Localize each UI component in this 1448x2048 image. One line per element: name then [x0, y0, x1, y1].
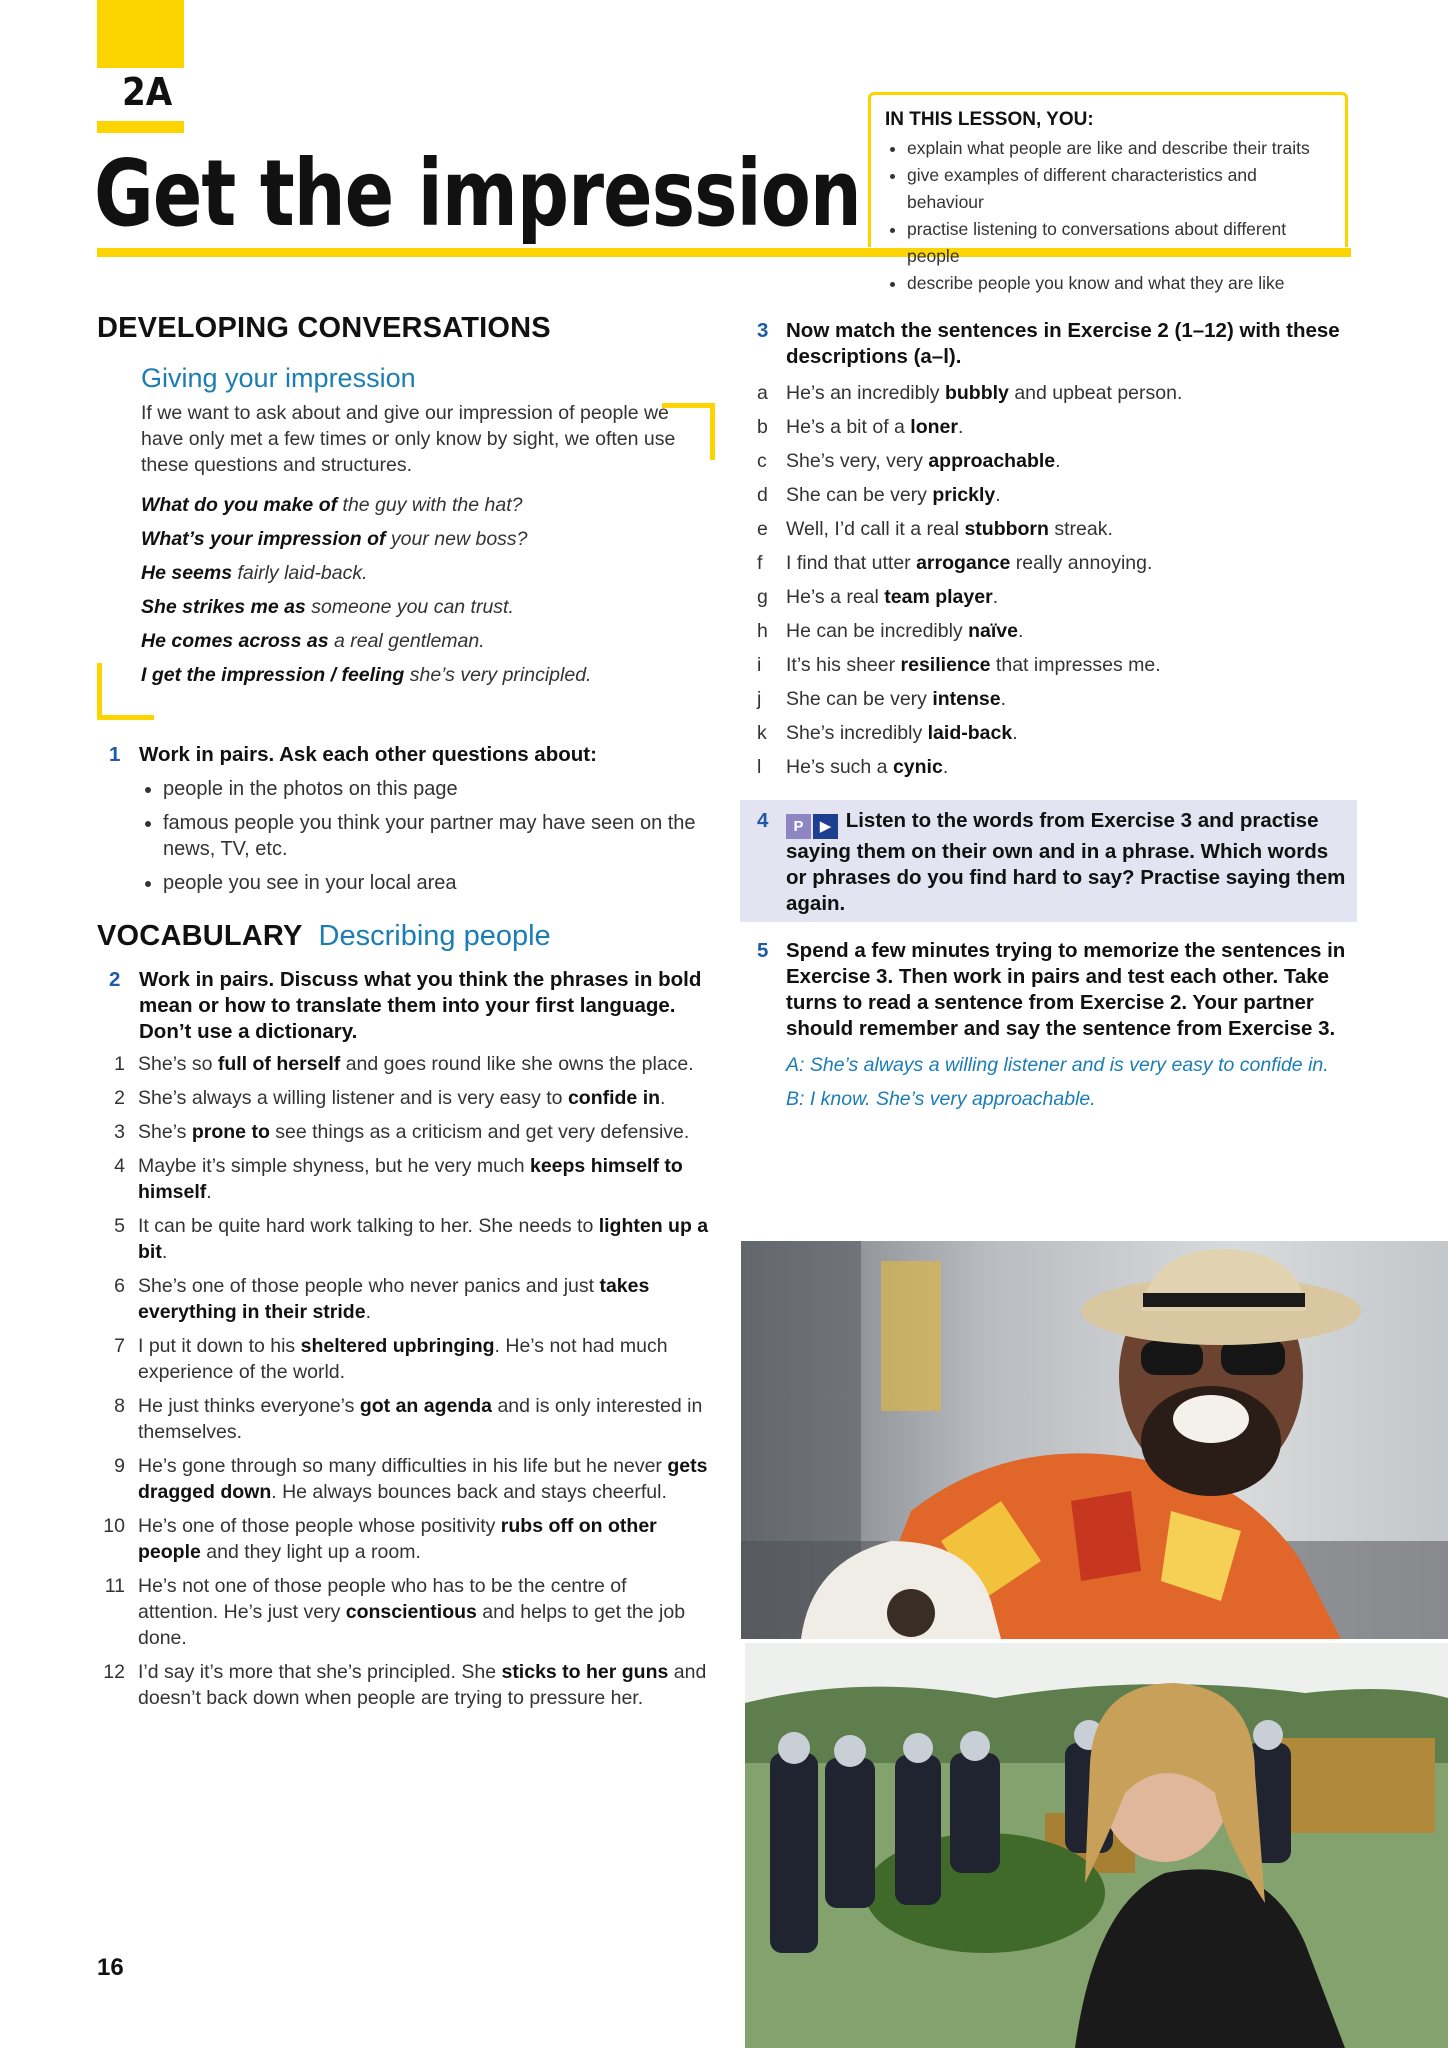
phrase-example: She strikes me as someone you can trust.	[141, 596, 514, 618]
list-item: b He’s a bit of a loner.	[757, 416, 964, 438]
lesson-objective: • practise listening to conversations about different people	[907, 216, 1329, 270]
giving-impression-intro: If we want to ask about and give our impression of people we have only met a few times or only know by sight, we often use these questions and structures.	[141, 402, 676, 476]
exercise-instruction: Work in pairs. Discuss what you think the phrases in bold mean or how to translate them into your first language. Don’t use a dictionary.	[139, 968, 702, 1043]
list-item: d She can be very prickly.	[757, 484, 1001, 506]
bullet-item: • people in the photos on this page	[163, 776, 709, 802]
photo-smiling-man-with-guitar	[741, 1241, 1448, 1639]
page-number: 16	[97, 1954, 124, 1981]
list-item: 9 He’s gone through so many difficulties in his life but he never gets dragged down. He always bounces back and stays cheerful.	[114, 1455, 708, 1503]
right-column	[757, 318, 1357, 788]
lesson-objective: • give examples of different characteristics and behaviour	[907, 162, 1329, 216]
unit-underline	[97, 121, 184, 133]
phrase-example: I get the impression / feeling she’s very principled.	[141, 664, 592, 686]
giving-impression-heading: Giving your impression	[141, 363, 416, 393]
unit-label: 2A	[122, 70, 173, 114]
list-item: 7 I put it down to his sheltered upbringing. He’s not had much experience of the world.	[114, 1335, 668, 1383]
list-item: j She can be very intense.	[757, 688, 1007, 710]
vocabulary-heading: VOCABULARY	[97, 920, 303, 952]
photo-woman-and-police-line	[745, 1643, 1448, 2048]
bullet-item: • people you see in your local area	[163, 870, 709, 896]
list-item: 11 He’s not one of those people who has to be the centre of attention. He’s just very conscientious and helps to get the job done.	[104, 1575, 686, 1649]
list-item: 6 She’s one of those people who never panics and just takes everything in their stride.	[114, 1275, 650, 1323]
list-item: g He’s a real team player.	[757, 586, 999, 608]
giving-impression-box	[97, 363, 709, 692]
phrase-example: What’s your impression of your new boss?	[141, 528, 528, 550]
exercise-2	[97, 967, 709, 1045]
list-item: 5 It can be quite hard work talking to her. She needs to lighten up a bit.	[114, 1215, 709, 1263]
unit-color-block	[97, 0, 184, 68]
pronunciation-icon[interactable]: P	[786, 814, 811, 839]
exercise-4-box	[740, 800, 1357, 922]
exercise-instruction: Work in pairs. Ask each other questions about:	[139, 743, 597, 766]
exercise-number: 1	[109, 743, 121, 766]
exercise-instruction: Now match the sentences in Exercise 2 (1–12) with these descriptions (a–l).	[786, 319, 1340, 368]
vocabulary-subheading: Describing people	[318, 920, 551, 952]
phrase-example: He comes across as a real gentleman.	[141, 630, 485, 652]
list-item: e Well, I’d call it a real stubborn streak.	[757, 518, 1113, 540]
left-column	[97, 312, 709, 1719]
exercise-5-body	[757, 938, 1357, 1116]
list-item: 8 He just thinks everyone’s got an agenda and is only interested in themselves.	[114, 1395, 703, 1443]
list-item: 12 I’d say it’s more that she’s principled. She sticks to her guns and doesn’t back down when people are trying to pressure her.	[103, 1661, 707, 1709]
phrase-example: What do you make of the guy with the hat?	[141, 494, 523, 516]
exercise-3	[757, 318, 1357, 370]
exercise-2-sentences	[94, 1051, 709, 1711]
list-item: 2 She’s always a willing listener and is very easy to confide in.	[114, 1087, 666, 1109]
exercise-1-bullets	[139, 776, 709, 896]
exercise-1	[97, 742, 709, 896]
page-title: Get the impression	[94, 140, 861, 247]
developing-conversations-heading: DEVELOPING CONVERSATIONS	[97, 312, 551, 344]
example-line-b: B: I know. She’s very approachable.	[786, 1088, 1096, 1110]
phrase-example: He seems fairly laid-back.	[141, 562, 368, 584]
example-line-a: A: She’s always a willing listener and is very easy to confide in.	[786, 1054, 1329, 1076]
play-audio-icon[interactable]: ▶	[813, 814, 838, 839]
lesson-objectives-heading: IN THIS LESSON, YOU:	[885, 109, 1094, 130]
list-item: 4 Maybe it’s simple shyness, but he very much keeps himself to himself.	[114, 1155, 683, 1203]
list-item: 1 She’s so full of herself and goes round like she owns the place.	[114, 1053, 694, 1075]
exercise-3-descriptions	[757, 380, 1357, 780]
vocabulary-header	[97, 920, 709, 953]
list-item: 10 He’s one of those people whose positivity rubs off on other people and they light up a room.	[103, 1515, 657, 1563]
lesson-objectives-list	[885, 135, 1329, 297]
corner-bracket-bottom-left	[97, 663, 154, 720]
exercise-4	[757, 808, 1347, 917]
list-item: f I find that utter arrogance really annoying.	[757, 552, 1153, 574]
list-item: l He’s such a cynic.	[757, 756, 949, 778]
list-item: a He’s an incredibly bubbly and upbeat person.	[757, 382, 1183, 404]
list-item: c She’s very, very approachable.	[757, 450, 1061, 472]
lesson-objective: • describe people you know and what they are like	[907, 270, 1329, 297]
bullet-item: • famous people you think your partner may have seen on the news, TV, etc.	[163, 810, 709, 862]
list-item: h He can be incredibly naïve.	[757, 620, 1024, 642]
exercise-5	[757, 938, 1357, 1116]
lesson-objective: • explain what people are like and describe their traits	[907, 135, 1329, 162]
exercise-number: 4	[757, 809, 769, 832]
exercise-number: 5	[757, 939, 769, 962]
exercise-instruction: P ▶ Listen to the words from Exercise 3 and practise saying them on their own and in a phrase. Which words or phrases do you find hard to say? Practise saying them again.	[786, 809, 1346, 915]
exercise-instruction: Spend a few minutes trying to memorize the sentences in Exercise 3. Then work in pairs and test each other. Take turns to read a sentence from Exercise 2. Your partner should remember and say the sentence from Exercise 3.	[786, 939, 1346, 1040]
list-item: 3 She’s prone to see things as a criticism and get very defensive.	[114, 1121, 690, 1143]
corner-bracket-top-right	[662, 403, 715, 460]
list-item: i It’s his sheer resilience that impresses me.	[757, 654, 1161, 676]
exercise-number: 2	[109, 968, 121, 991]
list-item: k She’s incredibly laid-back.	[757, 722, 1018, 744]
exercise-number: 3	[757, 319, 769, 342]
lesson-objectives-box	[868, 92, 1348, 293]
